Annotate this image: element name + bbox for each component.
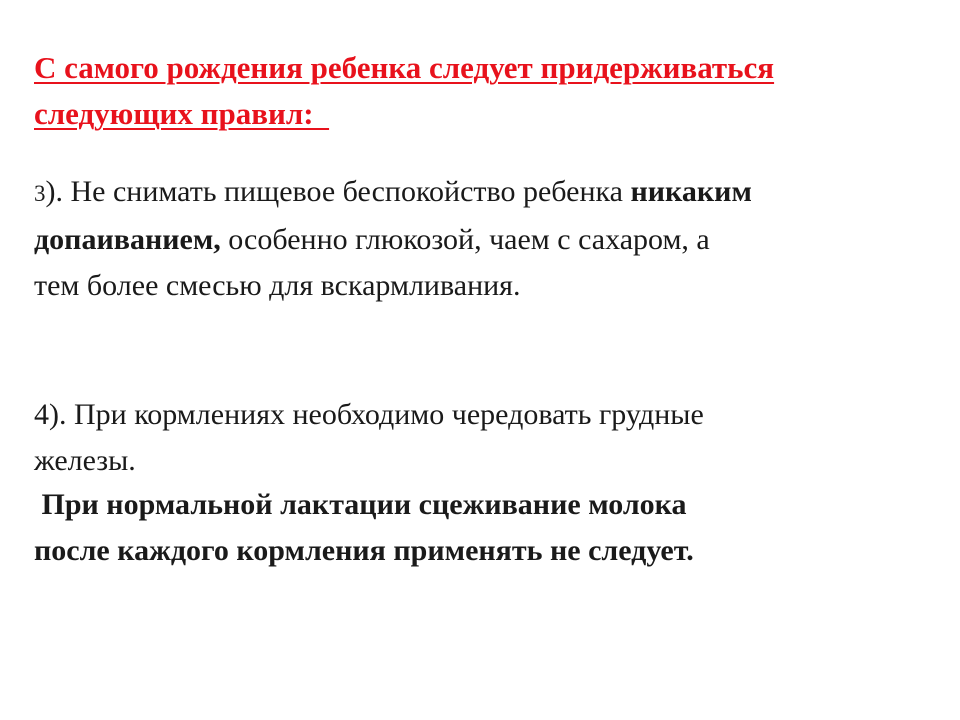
rule-3-bold-a: никаким — [630, 175, 752, 208]
rule-3-text-b: особенно глюкозой, чаем с сахаром, а — [220, 223, 710, 256]
rule-4-line-2: железы. — [34, 444, 136, 477]
rule-3-bold-b: допаиванием, — [34, 223, 221, 256]
rule-3-line-2 — [34, 217, 934, 263]
rule-3-number: 3 — [34, 181, 46, 206]
slide-heading — [34, 45, 934, 137]
rule-3-line-3: тем более смесью для вскармливания. — [34, 269, 521, 302]
lactation-note — [34, 482, 934, 574]
rule-4-paragraph — [34, 392, 934, 484]
lactation-note-line-2: после каждого кормления применять не следует. — [34, 534, 694, 567]
lactation-note-line-1: При нормальной лактации сцеживание молока — [34, 488, 687, 521]
heading-line-1: С самого рождения ребенка следует придерживаться — [34, 50, 775, 85]
rule-4-line-1: 4). При кормлениях необходимо чередовать грудные — [34, 398, 704, 431]
heading-line-2: следующих правил: — [34, 96, 330, 131]
rule-3-paragraph — [34, 169, 934, 309]
rule-3-line-1 — [34, 169, 934, 217]
rule-3-text-a: ). Не снимать пищевое беспокойство ребенка — [45, 175, 631, 208]
